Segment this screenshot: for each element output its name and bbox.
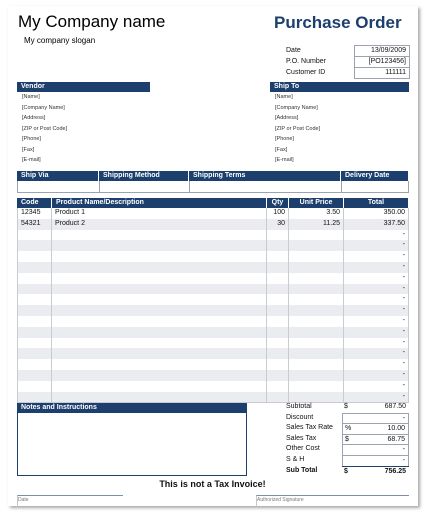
- table-row: [17, 262, 409, 273]
- subtotal-value: 687.50: [384, 403, 406, 410]
- date-signature-field[interactable]: Date: [17, 495, 123, 507]
- item-code-cell[interactable]: 54321: [17, 219, 52, 230]
- item-description-cell[interactable]: [52, 316, 267, 327]
- item-total-cell: -: [344, 370, 409, 381]
- item-code-cell[interactable]: [17, 294, 52, 305]
- shipping-handling-value[interactable]: -: [357, 455, 409, 466]
- ship-to-block: [270, 82, 409, 166]
- item-code-cell[interactable]: [17, 284, 52, 295]
- code-header: Code: [17, 198, 52, 208]
- item-code-cell[interactable]: [17, 273, 52, 284]
- ship-to-company[interactable]: [Company Name]: [275, 104, 318, 111]
- other-cost-value[interactable]: -: [357, 444, 409, 455]
- item-code-cell[interactable]: [17, 327, 52, 338]
- company-slogan: My company slogan: [24, 36, 96, 45]
- description-header: Product Name/Description: [52, 198, 267, 208]
- item-qty-cell[interactable]: 100: [267, 208, 289, 219]
- totals-currency: [342, 413, 357, 424]
- company-name: My Company name: [18, 12, 166, 31]
- item-description-cell[interactable]: [52, 338, 267, 349]
- item-price-cell[interactable]: [289, 230, 344, 241]
- item-total-cell: -: [344, 348, 409, 359]
- table-row: [17, 294, 409, 305]
- item-price-cell[interactable]: [289, 338, 344, 349]
- item-description-cell[interactable]: [52, 273, 267, 284]
- meta-customer-row: [286, 67, 410, 78]
- item-price-cell[interactable]: [289, 348, 344, 359]
- item-code-cell[interactable]: [17, 359, 52, 370]
- ship-to-fax[interactable]: [Fax]: [275, 146, 288, 153]
- item-total-cell: -: [344, 381, 409, 392]
- shipping-handling-row: [286, 455, 409, 466]
- other-cost-row: [286, 444, 409, 455]
- meta-date-row: [286, 45, 410, 56]
- vendor-address: [17, 92, 150, 166]
- item-code-cell[interactable]: [17, 262, 52, 273]
- item-qty-cell[interactable]: 30: [267, 219, 289, 230]
- item-total-cell: 350.00: [344, 208, 409, 219]
- item-code-cell[interactable]: [17, 305, 52, 316]
- shipping-method-header: Shipping Method: [99, 171, 189, 181]
- vendor-email[interactable]: [E-mail]: [22, 157, 41, 163]
- table-row: [17, 338, 409, 349]
- item-description-cell[interactable]: [52, 230, 267, 241]
- item-qty-cell[interactable]: [267, 381, 289, 392]
- vendor-fax[interactable]: [Fax]: [22, 146, 35, 153]
- shipping-value-row: [17, 181, 409, 193]
- tax-invoice-notice: This is not a Tax Invoice!: [159, 479, 266, 489]
- table-row: [17, 305, 409, 316]
- totals-currency: [342, 455, 357, 466]
- tax-rate-row: [286, 423, 409, 434]
- meta-date-value[interactable]: 13/09/2009: [354, 45, 410, 56]
- item-price-cell[interactable]: 11.25: [289, 219, 344, 230]
- item-qty-cell[interactable]: [267, 273, 289, 284]
- tax-rate-value[interactable]: 10.00: [357, 423, 409, 434]
- table-row: [17, 392, 409, 403]
- grand-total-row: [286, 466, 409, 477]
- item-qty-cell[interactable]: [267, 262, 289, 273]
- item-description-cell[interactable]: [52, 327, 267, 338]
- item-total-cell: -: [344, 294, 409, 305]
- item-code-cell[interactable]: [17, 240, 52, 251]
- totals-currency: $: [342, 466, 357, 477]
- delivery-date-cell[interactable]: [342, 181, 409, 192]
- item-qty-cell[interactable]: [267, 338, 289, 349]
- item-description-cell[interactable]: [52, 348, 267, 359]
- item-price-cell[interactable]: [289, 327, 344, 338]
- item-qty-cell[interactable]: [267, 327, 289, 338]
- item-total-cell: -: [344, 273, 409, 284]
- item-price-cell[interactable]: [289, 305, 344, 316]
- vendor-zip[interactable]: [ZIP or Post Code]: [22, 125, 68, 132]
- item-rows: [17, 208, 409, 402]
- shipping-header-row: [17, 171, 409, 181]
- item-total-cell: -: [344, 262, 409, 273]
- totals-label: S & H: [286, 455, 305, 463]
- item-price-cell[interactable]: [289, 294, 344, 305]
- table-row: [17, 251, 409, 262]
- totals-currency: $: [344, 403, 348, 410]
- shipping-method-cell[interactable]: [100, 181, 190, 192]
- unit-price-header: Unit Price: [289, 198, 344, 208]
- totals-label: Sub Total: [286, 466, 318, 474]
- item-total-cell: 337.50: [344, 219, 409, 230]
- totals-currency: $: [342, 434, 357, 445]
- item-price-cell[interactable]: [289, 284, 344, 295]
- item-description-cell[interactable]: [52, 262, 267, 273]
- discount-value[interactable]: -: [357, 413, 409, 424]
- sales-tax-row: [286, 434, 409, 445]
- item-qty-cell[interactable]: [267, 348, 289, 359]
- item-total-cell: -: [344, 327, 409, 338]
- item-description-cell[interactable]: [52, 392, 267, 403]
- item-total-cell: -: [344, 305, 409, 316]
- item-price-cell[interactable]: [289, 370, 344, 381]
- sales-tax-value: 68.75: [357, 434, 409, 445]
- item-code-cell[interactable]: [17, 370, 52, 381]
- item-description-cell[interactable]: [52, 305, 267, 316]
- ship-via-header: Ship Via: [17, 171, 99, 181]
- item-code-cell[interactable]: [17, 251, 52, 262]
- item-qty-cell[interactable]: [267, 230, 289, 241]
- ship-to-phone[interactable]: [Phone]: [275, 136, 294, 142]
- item-code-cell[interactable]: [17, 230, 52, 241]
- item-description-cell[interactable]: [52, 370, 267, 381]
- item-qty-cell[interactable]: [267, 305, 289, 316]
- delivery-date-header: Delivery Date: [341, 171, 409, 181]
- totals-label: Discount: [286, 413, 314, 421]
- table-row: [17, 348, 409, 359]
- meta-label: Date: [286, 47, 301, 54]
- item-code-cell[interactable]: [17, 348, 52, 359]
- item-total-cell: -: [344, 359, 409, 370]
- notes-header: Notes and Instructions: [17, 403, 247, 413]
- table-row: [17, 381, 409, 392]
- meta-label: P.O. Number: [286, 58, 326, 65]
- item-total-cell: -: [344, 338, 409, 349]
- item-code-cell[interactable]: [17, 338, 52, 349]
- item-code-cell[interactable]: [17, 381, 52, 392]
- po-meta: [286, 45, 410, 78]
- table-row: [17, 230, 409, 241]
- totals-label: Subtotal: [286, 403, 312, 410]
- item-price-cell[interactable]: [289, 273, 344, 284]
- item-code-cell[interactable]: [17, 316, 52, 327]
- subtotal-row: [286, 402, 409, 413]
- table-row: [17, 219, 409, 230]
- shipping-terms-cell[interactable]: [190, 181, 342, 192]
- item-total-cell: -: [344, 316, 409, 327]
- vendor-header: Vendor: [17, 82, 150, 92]
- item-total-cell: -: [344, 392, 409, 403]
- item-description-cell[interactable]: [52, 381, 267, 392]
- item-description-cell[interactable]: [52, 359, 267, 370]
- ship-to-header: Ship To: [270, 82, 409, 92]
- item-description-cell[interactable]: [52, 251, 267, 262]
- notes-box[interactable]: [17, 403, 247, 476]
- item-total-cell: -: [344, 284, 409, 295]
- totals-label: Sales Tax Rate: [286, 424, 333, 432]
- ship-to-address-line[interactable]: [Address]: [275, 115, 299, 121]
- qty-header: Qty: [267, 198, 289, 208]
- ship-via-cell[interactable]: [18, 181, 100, 192]
- item-qty-cell[interactable]: [267, 392, 289, 403]
- line-items-table: [17, 198, 409, 403]
- item-price-cell[interactable]: [289, 251, 344, 262]
- vendor-address-line[interactable]: [Address]: [22, 115, 46, 121]
- table-row: [17, 208, 409, 219]
- item-qty-cell[interactable]: [267, 294, 289, 305]
- meta-customer-value[interactable]: 111111: [354, 67, 410, 79]
- item-description-cell[interactable]: Product 2: [52, 219, 267, 230]
- item-qty-cell[interactable]: [267, 359, 289, 370]
- vendor-company[interactable]: [Company Name]: [22, 104, 65, 111]
- item-code-cell[interactable]: 12345: [17, 208, 52, 219]
- totals-label: Other Cost: [286, 445, 320, 453]
- vendor-block: [17, 82, 150, 166]
- table-row: [17, 273, 409, 284]
- meta-po-row: [286, 56, 410, 67]
- ship-to-email[interactable]: [E-mail]: [275, 157, 294, 163]
- item-description-cell[interactable]: Product 1: [52, 208, 267, 219]
- item-total-cell: -: [344, 230, 409, 241]
- totals-block: [286, 402, 409, 476]
- item-description-cell[interactable]: [52, 284, 267, 295]
- item-price-cell[interactable]: [289, 240, 344, 251]
- item-qty-cell[interactable]: [267, 240, 289, 251]
- discount-row: [286, 413, 409, 424]
- item-code-cell[interactable]: [17, 392, 52, 403]
- item-qty-cell[interactable]: [267, 284, 289, 295]
- item-price-cell[interactable]: [289, 381, 344, 392]
- document-title: Purchase Order: [274, 13, 402, 32]
- table-row: [17, 327, 409, 338]
- shipping-table: [17, 171, 409, 193]
- totals-currency: [342, 444, 357, 455]
- meta-label: Customer ID: [286, 69, 326, 76]
- item-qty-cell[interactable]: [267, 370, 289, 381]
- table-row: [17, 370, 409, 381]
- shipping-terms-header: Shipping Terms: [189, 171, 341, 181]
- table-row: [17, 284, 409, 295]
- item-price-cell[interactable]: [289, 262, 344, 273]
- ship-to-name[interactable]: [Name]: [275, 94, 293, 100]
- ship-to-zip[interactable]: [ZIP or Post Code]: [275, 125, 321, 132]
- totals-label: Sales Tax: [286, 434, 317, 442]
- ship-to-address: [270, 92, 409, 166]
- table-row: [17, 316, 409, 327]
- table-row: [17, 240, 409, 251]
- meta-po-value[interactable]: [PO123456]: [354, 56, 410, 67]
- item-qty-cell[interactable]: [267, 251, 289, 262]
- item-qty-cell[interactable]: [267, 316, 289, 327]
- item-description-cell[interactable]: [52, 240, 267, 251]
- authorized-signature-field[interactable]: Authorized Signature: [256, 495, 409, 507]
- item-total-cell: -: [344, 251, 409, 262]
- item-description-cell[interactable]: [52, 294, 267, 305]
- vendor-phone[interactable]: [Phone]: [22, 136, 41, 142]
- grand-total-value: 756.25: [357, 466, 409, 477]
- totals-currency: %: [342, 423, 357, 434]
- item-price-cell[interactable]: 3.50: [289, 208, 344, 219]
- item-price-cell[interactable]: [289, 359, 344, 370]
- vendor-name[interactable]: [Name]: [22, 94, 40, 100]
- items-header-row: [17, 198, 409, 208]
- item-total-cell: -: [344, 240, 409, 251]
- item-price-cell[interactable]: [289, 316, 344, 327]
- table-row: [17, 359, 409, 370]
- total-header: Total: [344, 198, 409, 208]
- item-price-cell[interactable]: [289, 392, 344, 403]
